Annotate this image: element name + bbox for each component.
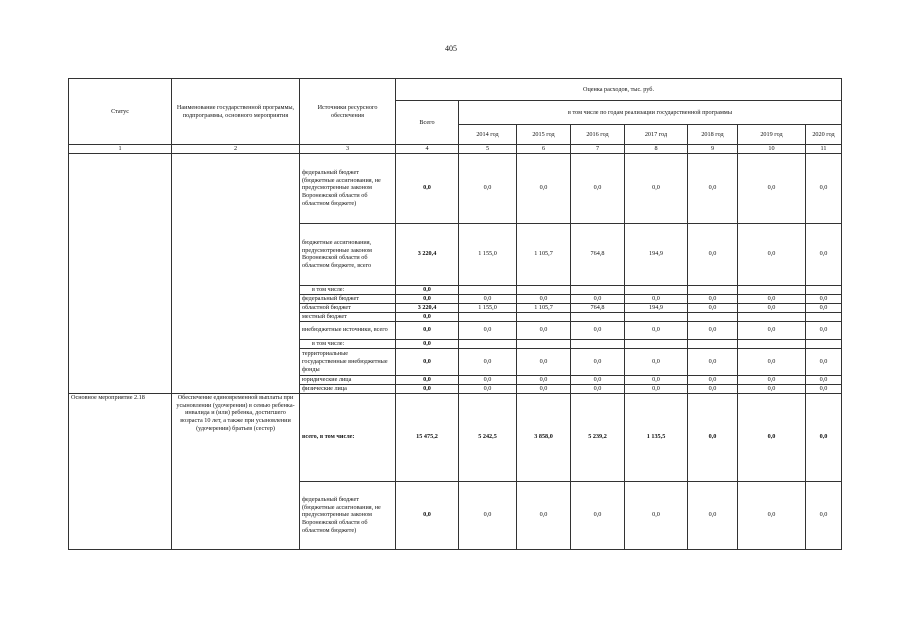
column-number: 5 bbox=[459, 145, 517, 154]
column-number: 7 bbox=[571, 145, 625, 154]
year-value-cell: 0,0 bbox=[738, 393, 806, 481]
year-value-cell: 0,0 bbox=[806, 294, 842, 303]
source-cell: бюджетные ассигнования, предусмотренные законом Воронежской области об областном бюджете, всего bbox=[300, 223, 396, 285]
source-cell: внебюджетные источники, всего bbox=[300, 321, 396, 339]
header-by-years: в том числе по годам реализации государственной программы bbox=[459, 101, 842, 125]
total-cell: 0,0 bbox=[396, 321, 459, 339]
year-value-cell: 0,0 bbox=[459, 375, 517, 384]
year-value-cell: 0,0 bbox=[688, 393, 738, 481]
year-value-cell: 0,0 bbox=[738, 223, 806, 285]
year-value-cell: 0,0 bbox=[688, 303, 738, 312]
total-cell: 0,0 bbox=[396, 481, 459, 549]
year-value-cell: 0,0 bbox=[806, 153, 842, 223]
year-value-cell: 0,0 bbox=[688, 348, 738, 375]
year-value-cell bbox=[806, 312, 842, 321]
header-year: 2019 год bbox=[738, 125, 806, 145]
year-value-cell: 0,0 bbox=[517, 153, 571, 223]
year-value-cell: 0,0 bbox=[738, 384, 806, 393]
year-value-cell: 0,0 bbox=[688, 153, 738, 223]
column-number: 10 bbox=[738, 145, 806, 154]
year-value-cell: 0,0 bbox=[571, 375, 625, 384]
year-value-cell bbox=[688, 285, 738, 294]
year-value-cell: 0,0 bbox=[517, 348, 571, 375]
year-value-cell: 1 135,5 bbox=[625, 393, 688, 481]
year-value-cell bbox=[738, 312, 806, 321]
year-value-cell: 0,0 bbox=[625, 153, 688, 223]
year-value-cell: 1 155,0 bbox=[459, 303, 517, 312]
header-year: 2016 год bbox=[571, 125, 625, 145]
year-value-cell bbox=[625, 285, 688, 294]
year-value-cell: 0,0 bbox=[738, 348, 806, 375]
header-total: Всего bbox=[396, 101, 459, 145]
year-value-cell: 0,0 bbox=[738, 303, 806, 312]
total-cell: 3 220,4 bbox=[396, 303, 459, 312]
year-value-cell bbox=[517, 285, 571, 294]
header-estimate: Оценка расходов, тыс. руб. bbox=[396, 79, 842, 101]
year-value-cell: 764,8 bbox=[571, 303, 625, 312]
source-cell: федеральный бюджет (бюджетные ассигнования, не предусмотренные законом Воронежской области об областном бюджете) bbox=[300, 153, 396, 223]
year-value-cell: 0,0 bbox=[571, 348, 625, 375]
source-cell: физические лица bbox=[300, 384, 396, 393]
year-value-cell: 0,0 bbox=[517, 481, 571, 549]
table-row bbox=[69, 153, 842, 223]
header-year: 2018 год bbox=[688, 125, 738, 145]
total-cell: 0,0 bbox=[396, 384, 459, 393]
column-number: 3 bbox=[300, 145, 396, 154]
year-value-cell: 194,9 bbox=[625, 303, 688, 312]
status-cell-empty bbox=[69, 153, 172, 393]
year-value-cell: 0,0 bbox=[459, 294, 517, 303]
total-cell: 0,0 bbox=[396, 294, 459, 303]
source-cell: федеральный бюджет bbox=[300, 294, 396, 303]
total-cell: 0,0 bbox=[396, 312, 459, 321]
year-value-cell bbox=[688, 312, 738, 321]
year-value-cell: 0,0 bbox=[688, 384, 738, 393]
total-cell: 0,0 bbox=[396, 339, 459, 348]
source-cell: областной бюджет bbox=[300, 303, 396, 312]
column-number: 8 bbox=[625, 145, 688, 154]
source-cell: всего, в том числе: bbox=[300, 393, 396, 481]
header-name: Наименование государственной программы, подпрограммы, основного мероприятия bbox=[172, 79, 300, 145]
total-cell: 15 475,2 bbox=[396, 393, 459, 481]
year-value-cell bbox=[625, 312, 688, 321]
year-value-cell bbox=[806, 339, 842, 348]
year-value-cell: 0,0 bbox=[517, 375, 571, 384]
header-source: Источники ресурсного обеспечения bbox=[300, 79, 396, 145]
column-number: 4 bbox=[396, 145, 459, 154]
year-value-cell: 0,0 bbox=[459, 384, 517, 393]
total-cell: 0,0 bbox=[396, 348, 459, 375]
header-status: Статус bbox=[69, 79, 172, 145]
year-value-cell: 0,0 bbox=[688, 375, 738, 384]
measure-status: Основное мероприятие 2.18 bbox=[69, 393, 172, 549]
year-value-cell: 0,0 bbox=[517, 321, 571, 339]
year-value-cell: 0,0 bbox=[806, 393, 842, 481]
measure-name: Обеспечение единовременной выплаты при усыновлении (удочерении) в семью ребенка-инвалида и (или) ребенка, достигшего возраста 10 лет, а также при усыновлении (удочерении) братьев (сестер) bbox=[172, 393, 300, 549]
year-value-cell: 1 155,0 bbox=[459, 223, 517, 285]
header-year: 2014 год bbox=[459, 125, 517, 145]
year-value-cell: 0,0 bbox=[625, 348, 688, 375]
year-value-cell: 0,0 bbox=[806, 348, 842, 375]
year-value-cell: 194,9 bbox=[625, 223, 688, 285]
year-value-cell: 3 858,0 bbox=[517, 393, 571, 481]
year-value-cell: 0,0 bbox=[738, 481, 806, 549]
year-value-cell: 0,0 bbox=[625, 384, 688, 393]
column-number: 1 bbox=[69, 145, 172, 154]
year-value-cell: 0,0 bbox=[625, 294, 688, 303]
year-value-cell: 0,0 bbox=[459, 153, 517, 223]
source-cell: в том числе: bbox=[300, 285, 396, 294]
year-value-cell: 0,0 bbox=[806, 375, 842, 384]
year-value-cell: 0,0 bbox=[459, 481, 517, 549]
year-value-cell bbox=[571, 285, 625, 294]
year-value-cell: 0,0 bbox=[806, 481, 842, 549]
year-value-cell: 0,0 bbox=[625, 481, 688, 549]
year-value-cell bbox=[688, 339, 738, 348]
year-value-cell: 1 105,7 bbox=[517, 303, 571, 312]
total-cell: 3 220,4 bbox=[396, 223, 459, 285]
year-value-cell bbox=[571, 312, 625, 321]
year-value-cell: 0,0 bbox=[571, 294, 625, 303]
year-value-cell bbox=[459, 312, 517, 321]
year-value-cell: 0,0 bbox=[688, 481, 738, 549]
year-value-cell bbox=[738, 339, 806, 348]
year-value-cell bbox=[571, 339, 625, 348]
source-cell: в том числе: bbox=[300, 339, 396, 348]
year-value-cell: 0,0 bbox=[571, 321, 625, 339]
table-row bbox=[69, 393, 842, 481]
header-year: 2017 год bbox=[625, 125, 688, 145]
column-number: 9 bbox=[688, 145, 738, 154]
year-value-cell: 0,0 bbox=[806, 321, 842, 339]
total-cell: 0,0 bbox=[396, 153, 459, 223]
year-value-cell bbox=[459, 285, 517, 294]
name-cell-empty bbox=[172, 153, 300, 393]
source-cell: юридические лица bbox=[300, 375, 396, 384]
column-number: 11 bbox=[806, 145, 842, 154]
column-number: 6 bbox=[517, 145, 571, 154]
year-value-cell: 0,0 bbox=[625, 375, 688, 384]
header-year: 2020 год bbox=[806, 125, 842, 145]
page-number: 405 bbox=[445, 44, 457, 53]
year-value-cell bbox=[517, 312, 571, 321]
year-value-cell: 0,0 bbox=[738, 294, 806, 303]
year-value-cell: 0,0 bbox=[571, 481, 625, 549]
column-number: 2 bbox=[172, 145, 300, 154]
year-value-cell: 0,0 bbox=[459, 321, 517, 339]
year-value-cell: 0,0 bbox=[688, 294, 738, 303]
budget-table bbox=[68, 78, 842, 550]
year-value-cell bbox=[517, 339, 571, 348]
year-value-cell: 0,0 bbox=[806, 303, 842, 312]
source-cell: федеральный бюджет (бюджетные ассигнования, не предусмотренные законом Воронежской области об областном бюджете) bbox=[300, 481, 396, 549]
year-value-cell: 0,0 bbox=[688, 321, 738, 339]
year-value-cell: 764,8 bbox=[571, 223, 625, 285]
year-value-cell: 0,0 bbox=[806, 384, 842, 393]
year-value-cell: 0,0 bbox=[688, 223, 738, 285]
source-cell: территориальные государственные внебюджетные фонды bbox=[300, 348, 396, 375]
year-value-cell bbox=[738, 285, 806, 294]
year-value-cell bbox=[625, 339, 688, 348]
header-year: 2015 год bbox=[517, 125, 571, 145]
year-value-cell: 1 105,7 bbox=[517, 223, 571, 285]
year-value-cell bbox=[459, 339, 517, 348]
year-value-cell: 0,0 bbox=[571, 384, 625, 393]
year-value-cell bbox=[806, 285, 842, 294]
year-value-cell: 0,0 bbox=[738, 153, 806, 223]
year-value-cell: 0,0 bbox=[571, 153, 625, 223]
year-value-cell: 0,0 bbox=[517, 294, 571, 303]
source-cell: местный бюджет bbox=[300, 312, 396, 321]
year-value-cell: 5 239,2 bbox=[571, 393, 625, 481]
total-cell: 0,0 bbox=[396, 285, 459, 294]
year-value-cell: 0,0 bbox=[806, 223, 842, 285]
year-value-cell: 0,0 bbox=[625, 321, 688, 339]
year-value-cell: 0,0 bbox=[738, 375, 806, 384]
year-value-cell: 5 242,5 bbox=[459, 393, 517, 481]
year-value-cell: 0,0 bbox=[459, 348, 517, 375]
year-value-cell: 0,0 bbox=[517, 384, 571, 393]
total-cell: 0,0 bbox=[396, 375, 459, 384]
year-value-cell: 0,0 bbox=[738, 321, 806, 339]
